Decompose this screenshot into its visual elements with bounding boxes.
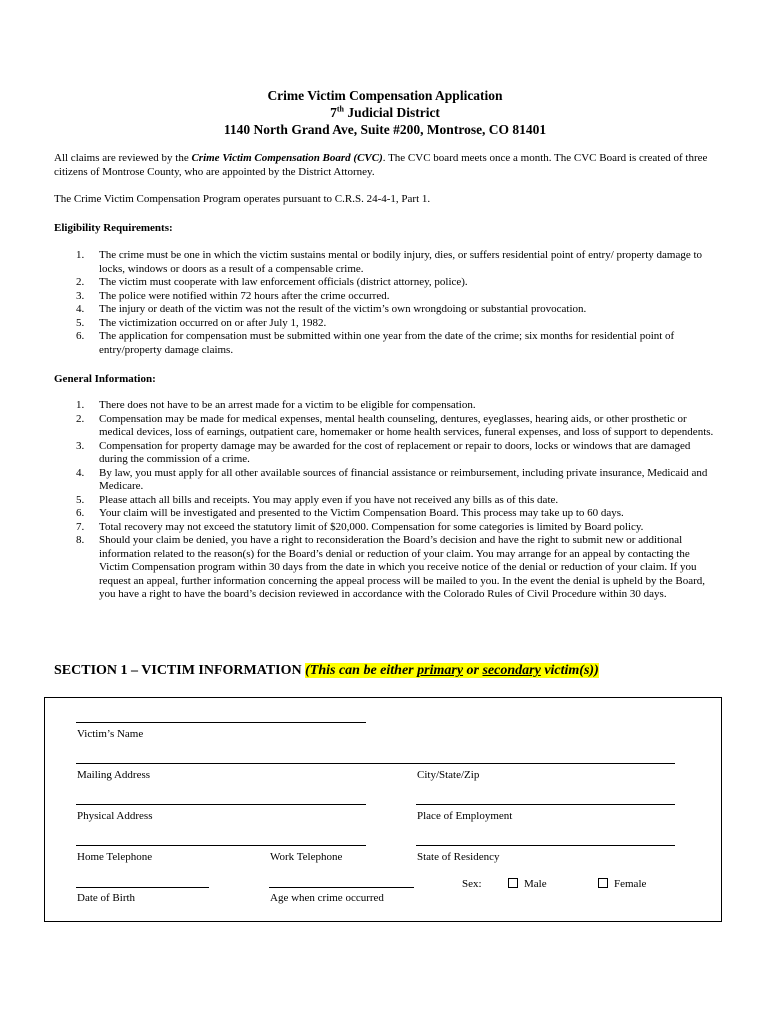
eligibility-item-number: 3.	[76, 289, 85, 302]
section-1-title: SECTION 1 – VICTIM INFORMATION (This can be either primary or secondary victim(s))	[54, 663, 599, 678]
general-info-item-number: 3.	[76, 439, 85, 452]
eligibility-heading: Eligibility Requirements:	[54, 222, 173, 234]
general-info-item-number: 7.	[76, 520, 85, 533]
general-info-item-number: 5.	[76, 493, 85, 506]
general-info-item-text: Compensation may be made for medical expenses, mental health counseling, dentures, eyeglasses, hearing aids, or other prosthetic or medical devices, loss of earnings, outpatient care, homemaker or home health services, funeral expenses, and loss of support to dependents.	[99, 412, 714, 438]
board-name: Crime Victim Compensation Board (CVC)	[191, 152, 383, 164]
physical-address-field[interactable]	[76, 804, 366, 805]
sex-male-option[interactable]: Male	[508, 878, 547, 890]
general-info-item	[54, 467, 720, 494]
general-info-item	[54, 534, 720, 602]
district-line: 7th Judicial District	[330, 104, 440, 120]
general-info-item-number: 1.	[76, 399, 85, 411]
victims-name-label: Victim’s Name	[77, 728, 144, 740]
general-info-item	[54, 521, 720, 535]
eligibility-item	[54, 303, 720, 317]
eligibility-item-number: 2.	[76, 276, 85, 288]
intro-paragraph: All claims are reviewed by the Crime Victim Compensation Board (CVC). The CVC board meets once a month. The CVC Board is created of three citizens of Montrose County, who are appointed by the District Attorney.	[54, 152, 708, 178]
eligibility-item	[54, 330, 720, 357]
general-info-item-text: Please attach all bills and receipts. You may apply even if you have not received any bills as of this date.	[99, 493, 559, 506]
work-telephone-label: Work Telephone	[270, 851, 343, 863]
general-info-item	[54, 399, 720, 413]
date-of-birth-label: Date of Birth	[77, 892, 136, 904]
eligibility-list	[54, 249, 720, 357]
eligibility-item-number: 4.	[76, 303, 85, 315]
eligibility-item-text: The victim must cooperate with law enforcement officials (district attorney, police).	[99, 276, 468, 288]
general-info-item-text: Total recovery may not exceed the statutory limit of $20,000. Compensation for some categories is limited by Board policy.	[99, 520, 644, 533]
general-info-item	[54, 507, 720, 521]
eligibility-item-number: 6.	[76, 330, 85, 342]
eligibility-item	[54, 317, 720, 331]
place-of-employment-label: Place of Employment	[417, 810, 513, 822]
state-of-residency-field[interactable]	[416, 845, 675, 846]
eligibility-item-text: The injury or death of the victim was not the result of the victim’s own wrongdoing or substantial provocation.	[99, 303, 587, 315]
general-info-item-text: Your claim will be investigated and presented to the Victim Compensation Board. This process may take up to 60 days.	[99, 507, 624, 519]
general-info-item-text: There does not have to be an arrest made for a victim to be eligible for compensation.	[99, 399, 476, 411]
eligibility-item-number: 1.	[76, 249, 85, 261]
general-info-list	[54, 399, 720, 602]
age-when-crime-label: Age when crime occurred	[270, 892, 384, 904]
general-info-item	[54, 494, 720, 508]
victim-type-note: (This can be either primary or secondary victim(s))	[305, 663, 599, 678]
female-checkbox[interactable]	[598, 878, 608, 888]
city-state-zip-label: City/State/Zip	[417, 769, 480, 781]
general-info-item-text: Should your claim be denied, you have a right to reconsideration the Board’s decision and have the right to submit new or additional information related to the reason(s) for the Board’s denial or reduction of your claim. You may arrange for an appeal by contacting the Victim Compensation program within 30 days from the date in which you receive notice of the denial or reduction of your claim. If you request an appeal, further information concerning the appeal process will be mailed to you. In the event the denial is upheld by the Board, you have a right to have the board’s decision reviewed in accordance with the Colorado Rules of Civil Procedure within 30 days.	[99, 534, 706, 600]
eligibility-item-text: The police were notified within 72 hours after the crime occurred.	[99, 289, 390, 302]
document-title: Crime Victim Compensation Application	[267, 88, 503, 103]
eligibility-item-number: 5.	[76, 316, 85, 329]
physical-address-label: Physical Address	[77, 810, 153, 822]
general-info-item-number: 2.	[76, 412, 85, 425]
general-info-item	[54, 440, 720, 467]
general-info-item-text: Compensation for property damage may be awarded for the cost of replacement or repair to doors, locks or windows that are damaged during the commission of a crime.	[99, 439, 691, 465]
state-of-residency-label: State of Residency	[417, 851, 500, 863]
telephone-fields[interactable]	[76, 845, 366, 846]
mailing-address-field[interactable]	[76, 763, 675, 764]
general-info-item-number: 4.	[76, 466, 85, 479]
place-of-employment-field[interactable]	[416, 804, 675, 805]
eligibility-item-text: The application for compensation must be submitted within one year from the date of the crime; six months for residential point of entry/property damage claims.	[99, 330, 675, 356]
general-info-item-number: 6.	[76, 507, 85, 519]
document-header	[0, 87, 770, 138]
statute-paragraph: The Crime Victim Compensation Program operates pursuant to C.R.S. 24-4-1, Part 1.	[54, 193, 431, 205]
sex-female-option[interactable]: Female	[598, 878, 646, 890]
eligibility-item	[54, 276, 720, 290]
age-when-crime-field[interactable]	[269, 887, 414, 888]
sex-label: Sex:	[462, 878, 482, 890]
eligibility-item	[54, 290, 720, 304]
office-address: 1140 North Grand Ave, Suite #200, Montrose, CO 81401	[223, 122, 547, 137]
general-info-item	[54, 413, 720, 440]
general-info-item-text: By law, you must apply for all other available sources of financial assistance or reimbursement, including private insurance, Medicaid and Medicare.	[99, 466, 708, 492]
eligibility-item-text: The victimization occurred on or after July 1, 1982.	[99, 316, 327, 329]
date-of-birth-field[interactable]	[76, 887, 209, 888]
mailing-address-label: Mailing Address	[77, 769, 151, 781]
eligibility-item-text: The crime must be one in which the victim sustains mental or bodily injury, dies, or suffers residential point of entry/ property damage to locks, windows or doors as a result of a compensable crime.	[99, 249, 703, 275]
male-checkbox[interactable]	[508, 878, 518, 888]
general-info-item-number: 8.	[76, 534, 85, 546]
eligibility-item	[54, 249, 720, 276]
victims-name-field[interactable]	[76, 722, 366, 723]
general-info-heading: General Information:	[54, 373, 156, 385]
home-telephone-label: Home Telephone	[77, 851, 153, 863]
